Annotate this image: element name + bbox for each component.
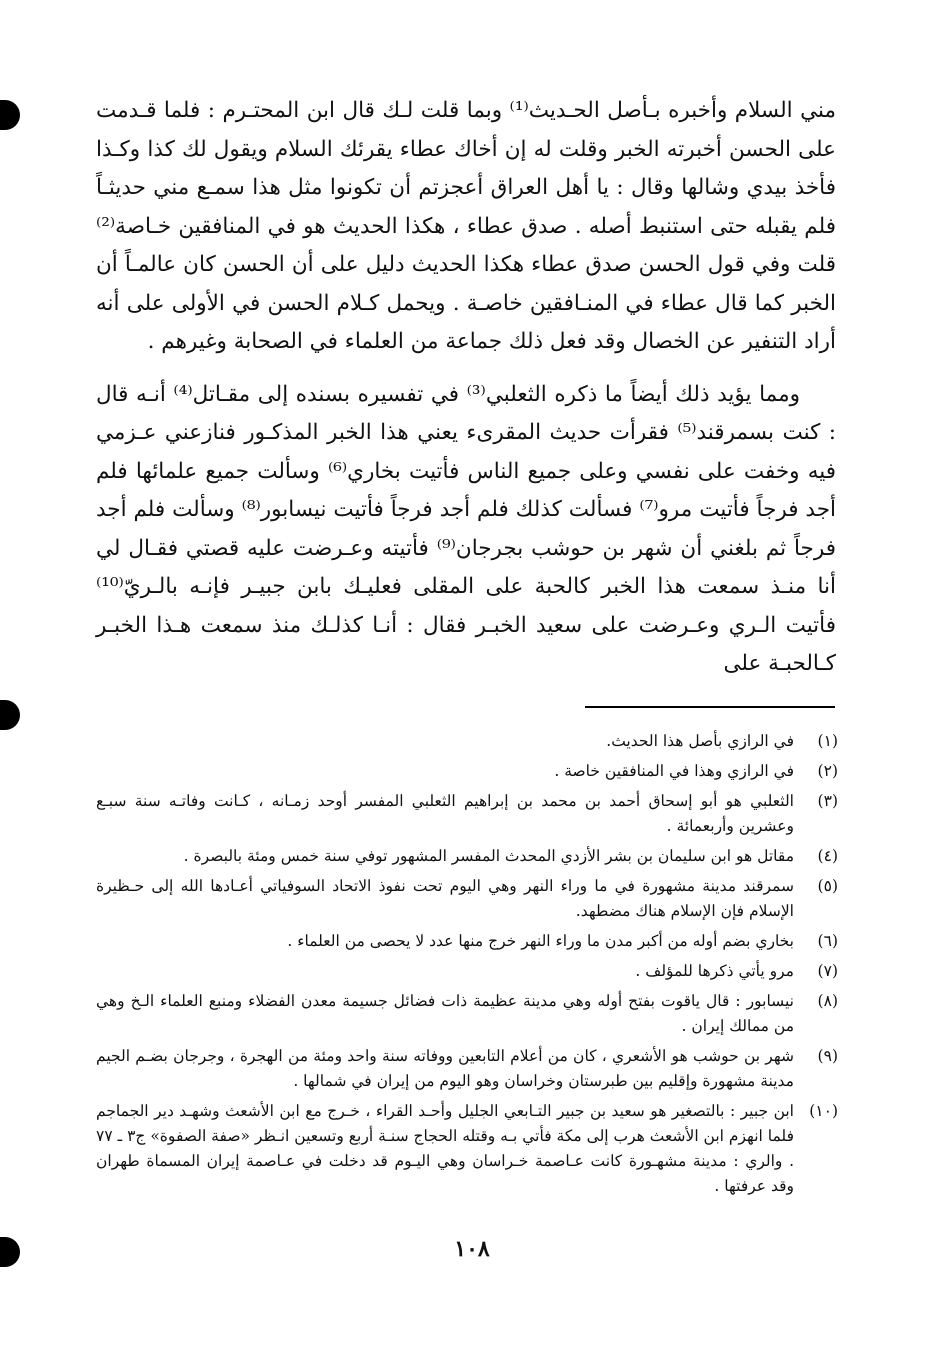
page-number: ١٠٨ xyxy=(454,1236,490,1262)
footnote-text: في الرازي وهذا في المنافقين خاصة . xyxy=(554,762,794,780)
footnote-text: مقاتل هو ابن سليمان بن بشر الأزدي المحدث المفسر المشهور توفي سنة خمس ومئة بالبصرة . xyxy=(183,847,794,865)
footnote-number: (٨) xyxy=(817,992,838,1010)
footnote-text: شهر بن حوشب هو الأشعري ، كان من أعلام التابعين ووفاته سنة واحد ومئة من الهجرة ، وجرجان بضـم الجيم مدينة مشهورة وإقليم بين طبرستان وخراسان وهو اليوم من إيران في شمالها . xyxy=(96,1047,794,1090)
footnote-number: (٣) xyxy=(817,792,838,810)
footnote-number: (٧) xyxy=(817,962,838,980)
footnote xyxy=(96,844,838,869)
footnote-text: سمرقند مدينة مشهورة في ما وراء النهر وهي اليوم تحت نفوذ الاتحاد السوفياتي أعـادها الله إلى حـظيرة الإسلام فإن الإسلام هناك مضطهد. xyxy=(96,877,794,920)
punch-hole-mark xyxy=(0,700,20,730)
footnote xyxy=(96,789,838,839)
footnote xyxy=(96,929,838,954)
footnote-number: (١٠) xyxy=(809,1102,838,1120)
footnotes xyxy=(96,729,838,1204)
footnote xyxy=(96,1044,838,1094)
footnote-text: مرو يأتي ذكرها للمؤلف . xyxy=(635,962,794,980)
footnote xyxy=(96,759,838,784)
footnote-number: (٩) xyxy=(817,1047,838,1065)
punch-hole-mark xyxy=(0,100,20,130)
footnote-text: ابن جبير : بالتصغير هو سعيد بن جبير التـابعي الجليل وأحـد القراء ، خـرج مع ابن الأشعث وشهـد دير الجماجم فلما انهزم ابن الأشعث هرب إلى مكة فأتي بـه وقتله الحجاج سنـة أربع وتسعين انـظر «صفة الصفوة» ج٣ ـ ٧٧ . والري : مدينة مشهـورة كانت عـاصمة خـراسان وهي اليـوم قد دخلت في عـاصمة إيران المسماة طهران وقد عرفتها . xyxy=(96,1102,794,1195)
footnote-number: (١) xyxy=(817,732,838,750)
footnote-text: نيسابور : قال ياقوت بفتح أوله وهي مدينة عظيمة ذات فضائل جسيمة معدن الفضلاء ومنبع العلماء الـخ وهي من ممالك إيران . xyxy=(96,992,794,1035)
footnote xyxy=(96,729,838,754)
footnote xyxy=(96,989,838,1039)
footnote-text: الثعلبي هو أبو إسحاق أحمد بن محمد بن إبراهيم الثعلبي المفسر أوحد زمـانه ، كـانت وفاتـه سنة سبـع وعشرين وأربعمائة . xyxy=(96,792,794,835)
footnote xyxy=(96,874,838,924)
footnote-number: (٥) xyxy=(817,877,838,895)
footnote-separator xyxy=(585,706,835,708)
footnote-text: في الرازي بأصل هذا الحديث. xyxy=(606,732,794,750)
main-text xyxy=(96,92,836,684)
paragraph-2: ومما يؤيد ذلك أيضاً ما ذكره الثعلبي⁽³⁾ في تفسيره بسنده إلى مقـاتل⁽⁴⁾ أنـه قال : كنت بسمرقند⁽⁵⁾ فقرأت حديث المقرىء يعني هذا الخبر المذكـور فنازعني عـزمي فيه وخفت على نفسي وعلى جميع الناس فأتيت بخاري⁽⁶⁾ وسألت جميع علمائها فلم أجد فرجاً فأتيت مرو⁽⁷⁾ فسألت كذلك فلم أجد فرجاً فأتيت نيسابور⁽⁸⁾ وسألت فلم أجد فرجاً ثم بلغني أن شهر بن حوشب بجرجان⁽⁹⁾ فأتيته وعـرضت عليه قصتي فقـال لي أنا منـذ سمعت هذا الخبر كالحبة على المقلى فعليـك بابن جبيـر فإنـه بالـريّ⁽¹⁰⁾ فأتيت الـري وعـرضت على سعيد الخبـر فقال : أنـا كذلـك منذ سمعت هـذا الخبـر كـالحبـة على xyxy=(96,381,836,676)
footnote-number: (٦) xyxy=(817,932,838,950)
footnote xyxy=(96,1099,838,1199)
paragraph-1: مني السلام وأخبره بـأصل الحـديث⁽¹⁾ وبما قلت لـك قال ابن المحتـرم : فلما قـدمت على الحسن أخبرته الخبر وقلت له إن أخاك عطاء يقرئك السلام ويقول لك كذا وكـذا فأخذ بيدي وشالها وقال : يا أهل العراق أعجزتم أن تكونوا مثل هذا سمـع مني حديثـاً فلم يقبله حتى استنبط أصله . صدق عطاء ، هكذا الحديث هو في المنافقين خـاصة⁽²⁾ قلت وفي قول الحسن صدق عطاء هكذا الحديث دليل على أن الحسن كان عالمـاً أن الخبر كما قال عطاء في المنـافقين خاصـة . ويحمل كـلام الحسن في الأولى على أنه أراد التنفير عن الخصال وقد فعل ذلك جماعة من العلماء في الصحابة وغيرهم . xyxy=(96,98,836,354)
footnote-number: (٤) xyxy=(817,847,838,865)
footnote-number: (٢) xyxy=(817,762,838,780)
footnote xyxy=(96,959,838,984)
footnote-text: بخاري بضم أوله من أكبر مدن ما وراء النهر خرج منها عدد لا يحصى من العلماء . xyxy=(287,932,794,950)
